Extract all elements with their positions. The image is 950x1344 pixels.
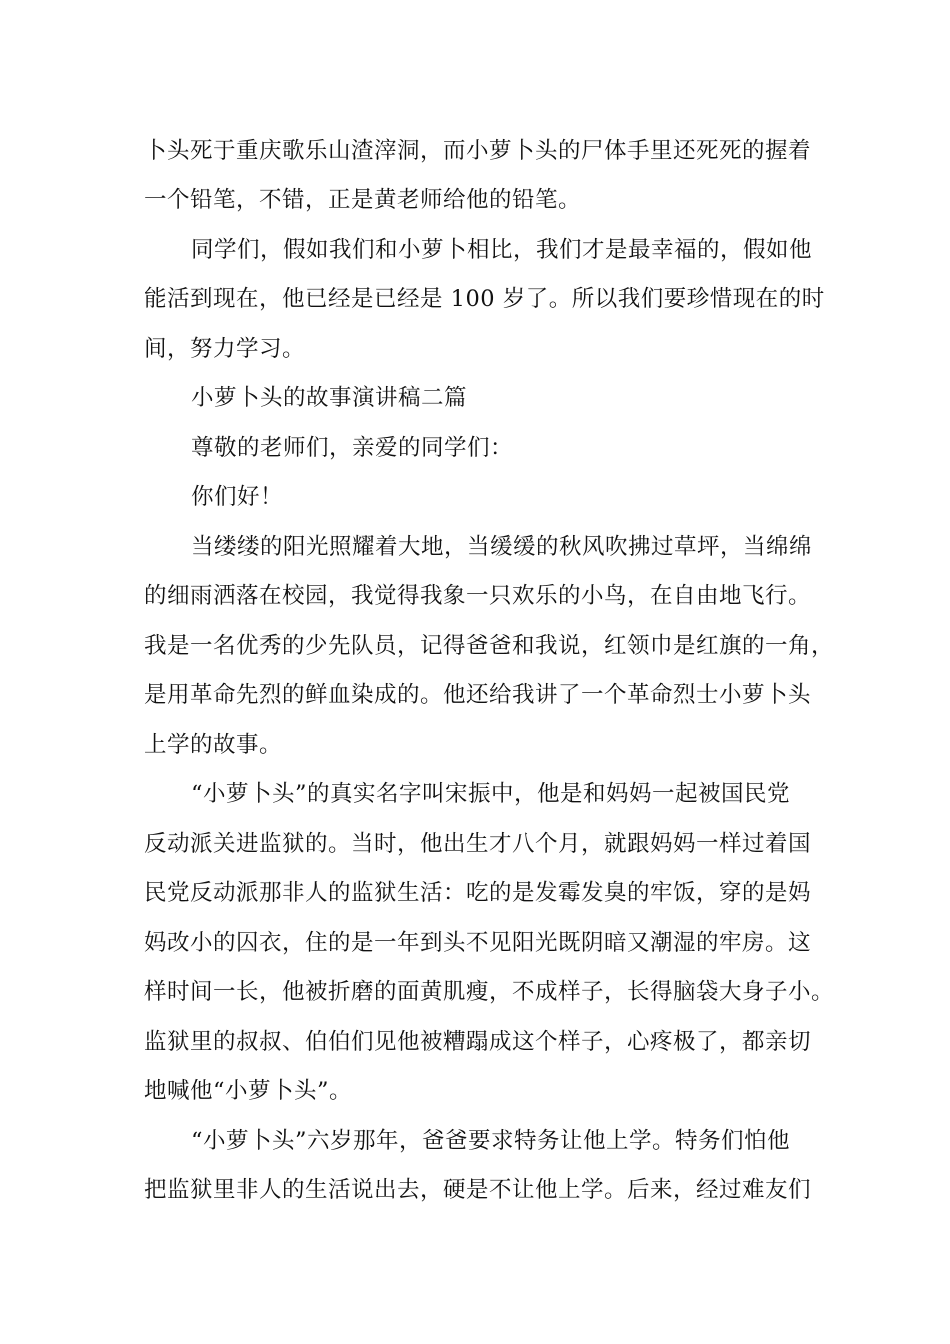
text-line: 一个铅笔，不错，正是黄老师给他的铅笔。	[144, 187, 582, 213]
paragraph-start-line: “小萝卜头”六岁那年，爸爸要求特务让他上学。特务们怕他	[191, 1128, 791, 1154]
text-line: 的细雨洒落在校园，我觉得我象一只欢乐的小鸟，在自由地飞行。	[144, 583, 812, 609]
salutation: 尊敬的老师们，亲爱的同学们：	[191, 435, 514, 461]
text-line: 是用革命先烈的鲜血染成的。他还给我讲了一个革命烈士小萝卜头	[144, 682, 812, 708]
text-line: 卜头死于重庆歌乐山渣滓洞，而小萝卜头的尸体手里还死死的握着	[144, 138, 812, 164]
paragraph-start-line: 同学们，假如我们和小萝卜相比，我们才是最幸福的，假如他	[191, 237, 813, 263]
text-line: 间，努力学习。	[144, 336, 306, 362]
text-line: 妈改小的囚衣，住的是一年到头不见阳光既阴暗又潮湿的牢房。这	[144, 930, 812, 956]
text-line: 反动派关进监狱的。当时，他出生才八个月，就跟妈妈一样过着国	[144, 831, 812, 857]
text-line: 地喊他“小萝卜头”。	[144, 1078, 353, 1104]
text-line: 上学的故事。	[144, 732, 283, 758]
paragraph-start-line: 当缕缕的阳光照耀着大地，当缓缓的秋风吹拂过草坪，当绵绵	[191, 534, 813, 560]
paragraph-start-line: “小萝卜头”的真实名字叫宋振中，他是和妈妈一起被国民党	[191, 781, 791, 807]
text-line: 我是一名优秀的少先队员，记得爸爸和我说，红领巾是红旗的一角，	[144, 633, 835, 659]
text-line: 样时间一长，他被折磨的面黄肌瘦，不成样子，长得脑袋大身子小。	[144, 979, 835, 1005]
text-line: 把监狱里非人的生活说出去，硬是不让他上学。后来，经过难友们	[144, 1177, 812, 1203]
text-line: 民党反动派那非人的监狱生活：吃的是发霉发臭的牢饭，穿的是妈	[144, 880, 812, 906]
text-line: 能活到现在，他已经是已经是 100 岁了。所以我们要珍惜现在的时	[144, 286, 825, 312]
greeting: 你们好！	[191, 484, 284, 510]
text-line: 监狱里的叔叔、伯伯们见他被糟蹋成这个样子，心疼极了，都亲切	[144, 1029, 812, 1055]
section-title: 小萝卜头的故事演讲稿二篇	[191, 385, 468, 411]
